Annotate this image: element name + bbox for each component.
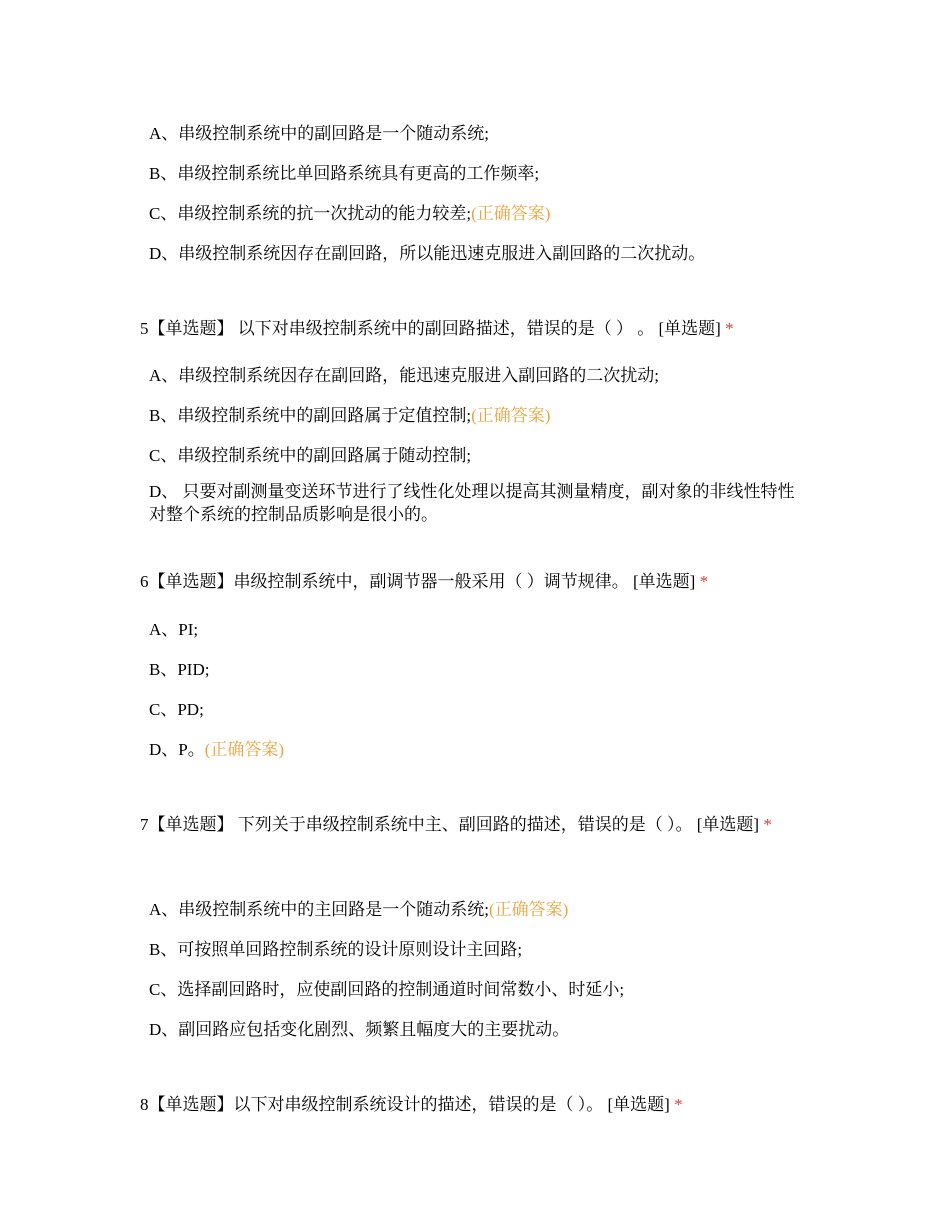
- option-text: B、可按照单回路控制系统的设计原则设计主回路;: [149, 940, 523, 959]
- q5-option-a: [149, 364, 809, 387]
- option-text: B、串级控制系统比单回路系统具有更高的工作频率;: [149, 164, 540, 183]
- question-7-stem: [140, 807, 812, 843]
- question-5-stem: [140, 311, 812, 347]
- option-text: D、 只要对副测量变送环节进行了线性化处理以提高其测量精度，副对象的非线性特性对整个系统的控制品质影响是很小的。: [149, 482, 795, 524]
- option-text: C、串级控制系统的抗一次扰动的能力较差;: [149, 204, 472, 223]
- required-mark: *: [725, 319, 734, 338]
- question-text: 7【单选题】 下列关于串级控制系统中主、副回路的描述，错误的是（ ）。 [单选题]: [140, 815, 760, 834]
- q7-option-b: [149, 938, 809, 961]
- correct-answer-mark: (正确答案): [204, 740, 285, 759]
- option-text: A、串级控制系统因存在副回路，能迅速克服进入副回路的二次扰动;: [149, 366, 659, 385]
- q7-option-a: [149, 898, 809, 921]
- q6-option-b: [149, 658, 809, 681]
- option-text: C、PD;: [149, 700, 204, 719]
- q4-option-d: [149, 242, 809, 265]
- option-text: B、串级控制系统中的副回路属于定值控制;: [149, 406, 472, 425]
- q4-option-b: [149, 162, 809, 185]
- q6-option-c: [149, 698, 809, 721]
- q7-option-d: [149, 1018, 809, 1041]
- correct-answer-mark: (正确答案): [489, 900, 569, 919]
- option-text: C、串级控制系统中的副回路属于随动控制;: [149, 446, 472, 465]
- question-text: 6【单选题】串级控制系统中，副调节器一般采用（ ）调节规律。 [单选题]: [140, 572, 696, 591]
- option-text: D、串级控制系统因存在副回路，所以能迅速克服进入副回路的二次扰动。: [149, 244, 706, 263]
- option-text: B、PID;: [149, 660, 210, 679]
- question-text: 8【单选题】以下对串级控制系统设计的描述，错误的是（ ）。 [单选题]: [140, 1095, 670, 1114]
- q4-option-a: [149, 122, 809, 145]
- option-text: D、P。: [149, 740, 205, 759]
- q7-option-c: [149, 978, 809, 1001]
- option-text: A、PI;: [149, 620, 199, 639]
- option-text: A、串级控制系统中的副回路是一个随动系统;: [149, 124, 489, 143]
- correct-answer-mark: (正确答案): [471, 204, 551, 223]
- correct-answer-mark: (正确答案): [471, 406, 551, 425]
- question-6-stem: [140, 564, 812, 600]
- q5-option-d: [149, 480, 804, 526]
- required-mark: *: [699, 572, 709, 591]
- q5-option-c: [149, 444, 809, 467]
- q4-option-c: [149, 202, 809, 225]
- required-mark: *: [674, 1095, 683, 1114]
- option-text: D、副回路应包括变化剧烈、频繁且幅度大的主要扰动。: [149, 1020, 570, 1039]
- q6-option-a: [149, 618, 809, 641]
- required-mark: *: [763, 815, 772, 834]
- option-text: A、串级控制系统中的主回路是一个随动系统;: [149, 900, 489, 919]
- question-8-stem: [140, 1087, 812, 1123]
- option-text: C、选择副回路时，应使副回路的控制通道时间常数小、时延小;: [149, 980, 625, 999]
- question-text: 5【单选题】 以下对串级控制系统中的副回路描述，错误的是（ ） 。 [单选题]: [140, 319, 721, 338]
- q5-option-b: [149, 404, 809, 427]
- q6-option-d: [149, 738, 809, 761]
